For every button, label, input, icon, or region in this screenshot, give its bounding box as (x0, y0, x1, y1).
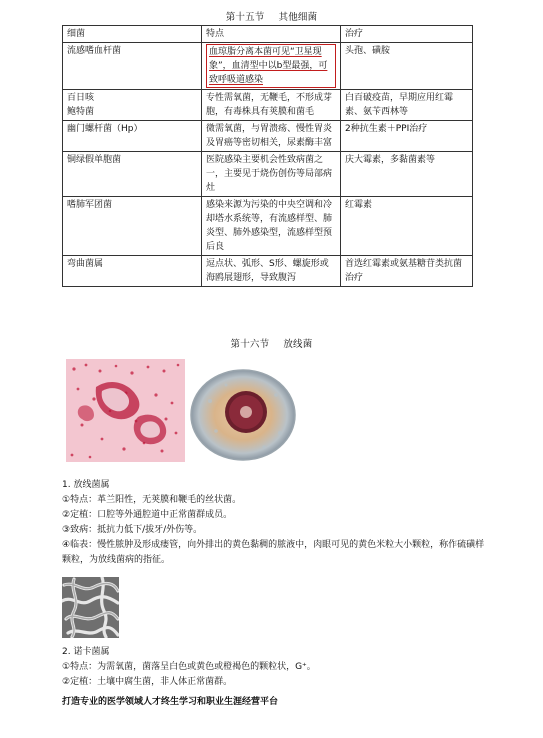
bacteria-treatment: 红霉素 (341, 197, 473, 256)
nocardia-item: ②定植：土壤中腐生菌，非人体正常菌群。 (62, 677, 233, 687)
actinomyces-item: ④临表：慢性脓肿及形成瘘管，向外排出的黄色黏稠的脓液中，肉眼可见的黄色米粒大小颗粒，称作硫磺样颗粒，为放线菌病的指征。 (62, 540, 485, 565)
bacteria-name: 弯曲菌属 (63, 256, 202, 287)
actinomyces-section (62, 478, 241, 538)
nocardia-heading: 2. 诺卡菌属 (62, 647, 110, 657)
table-row (63, 197, 473, 256)
bacteria-name: 幽门螺杆菌（Hp） (63, 121, 202, 152)
bacteria-treatment: 首选红霉素或氨基糖苷类抗菌治疗 (341, 256, 473, 287)
section-15-number: 第十五节 (225, 12, 265, 23)
section-16-number: 第十六节 (230, 339, 270, 350)
section-15-title (0, 9, 543, 23)
filament-graphic (62, 577, 119, 638)
table-row (63, 256, 473, 287)
table-row (63, 90, 473, 121)
bacteria-treatment: 白百破疫苗，早期应用红霉素、氨苄西林等 (341, 90, 473, 121)
actinomyces-heading: 1. 放线菌属 (62, 480, 110, 490)
table-row (63, 152, 473, 197)
bacteria-treatment: 头孢、磺胺 (341, 43, 473, 90)
nocardia-sem-image (62, 577, 119, 638)
actinomyces-item: ③致病：抵抗力低下/拔牙/外伤等。 (62, 525, 203, 535)
bacteria-feature: 感染来源为污染的中央空调和冷却塔水系统等，有流感样型、肺炎型、肺外感染型，流感样型预后良 (202, 197, 341, 256)
bacteria-feature: 微需氧菌，与胃溃疡、慢性胃炎及胃癌等密切相关，尿素酶丰富 (202, 121, 341, 152)
table-row (63, 121, 473, 152)
bacteria-name: 嗜肺军团菌 (63, 197, 202, 256)
culture-plate-graphic (190, 365, 296, 465)
section-16-name: 放线菌 (283, 339, 313, 350)
tissue-stain-graphic (66, 359, 185, 462)
header-feature: 特点 (202, 26, 341, 43)
actinomyces-item: ②定植：口腔等外通腔道中正常菌群成员。 (62, 510, 233, 520)
header-bacteria: 细菌 (63, 26, 202, 43)
actinomyces-culture-image (190, 365, 296, 465)
bacteria-treatment: 庆大霉素，多黏菌素等 (341, 152, 473, 197)
table-header-row (63, 26, 473, 43)
footer-slogan: 打造专业的医学领域人才终生学习和职业生涯经营平台 (62, 697, 279, 707)
bacteria-name: 百日咳 鲍特菌 (63, 90, 202, 121)
bacteria-name: 铜绿假单胞菌 (63, 152, 202, 197)
bacteria-name: 流感嗜血杆菌 (63, 43, 202, 90)
nocardia-section (62, 645, 316, 690)
header-treatment: 治疗 (341, 26, 473, 43)
bacteria-table (62, 25, 473, 287)
bacteria-feature (202, 43, 341, 90)
actinomyces-clinical (62, 538, 492, 568)
bacteria-feature: 医院感染主要机会性致病菌之一，主要见于烧伤创伤等局部病灶 (202, 152, 341, 197)
section-15-name: 其他细菌 (278, 12, 318, 23)
highlighted-feature: 血琼脂分离本菌可见“卫星现象”，血清型中以b型最强，可致呼吸道感染 (206, 44, 336, 88)
section-16-title (0, 336, 543, 350)
actinomyces-item: ①特点：革兰阳性，无荚膜和鞭毛的丝状菌。 (62, 495, 242, 505)
nocardia-item: ①特点：为需氧菌，菌落呈白色或黄色或橙褐色的颗粒状，G⁺。 (62, 662, 316, 672)
bacteria-feature: 专性需氧菌，无鞭毛，不形成芽胞，有毒株具有荚膜和菌毛 (202, 90, 341, 121)
bacteria-treatment: 2种抗生素＋PPI治疗 (341, 121, 473, 152)
bacteria-feature: 逗点状、弧形、S形、螺旋形或海鸥展翅形，导致腹泻 (202, 256, 341, 287)
actinomyces-stain-image (66, 359, 185, 462)
table-row (63, 43, 473, 90)
